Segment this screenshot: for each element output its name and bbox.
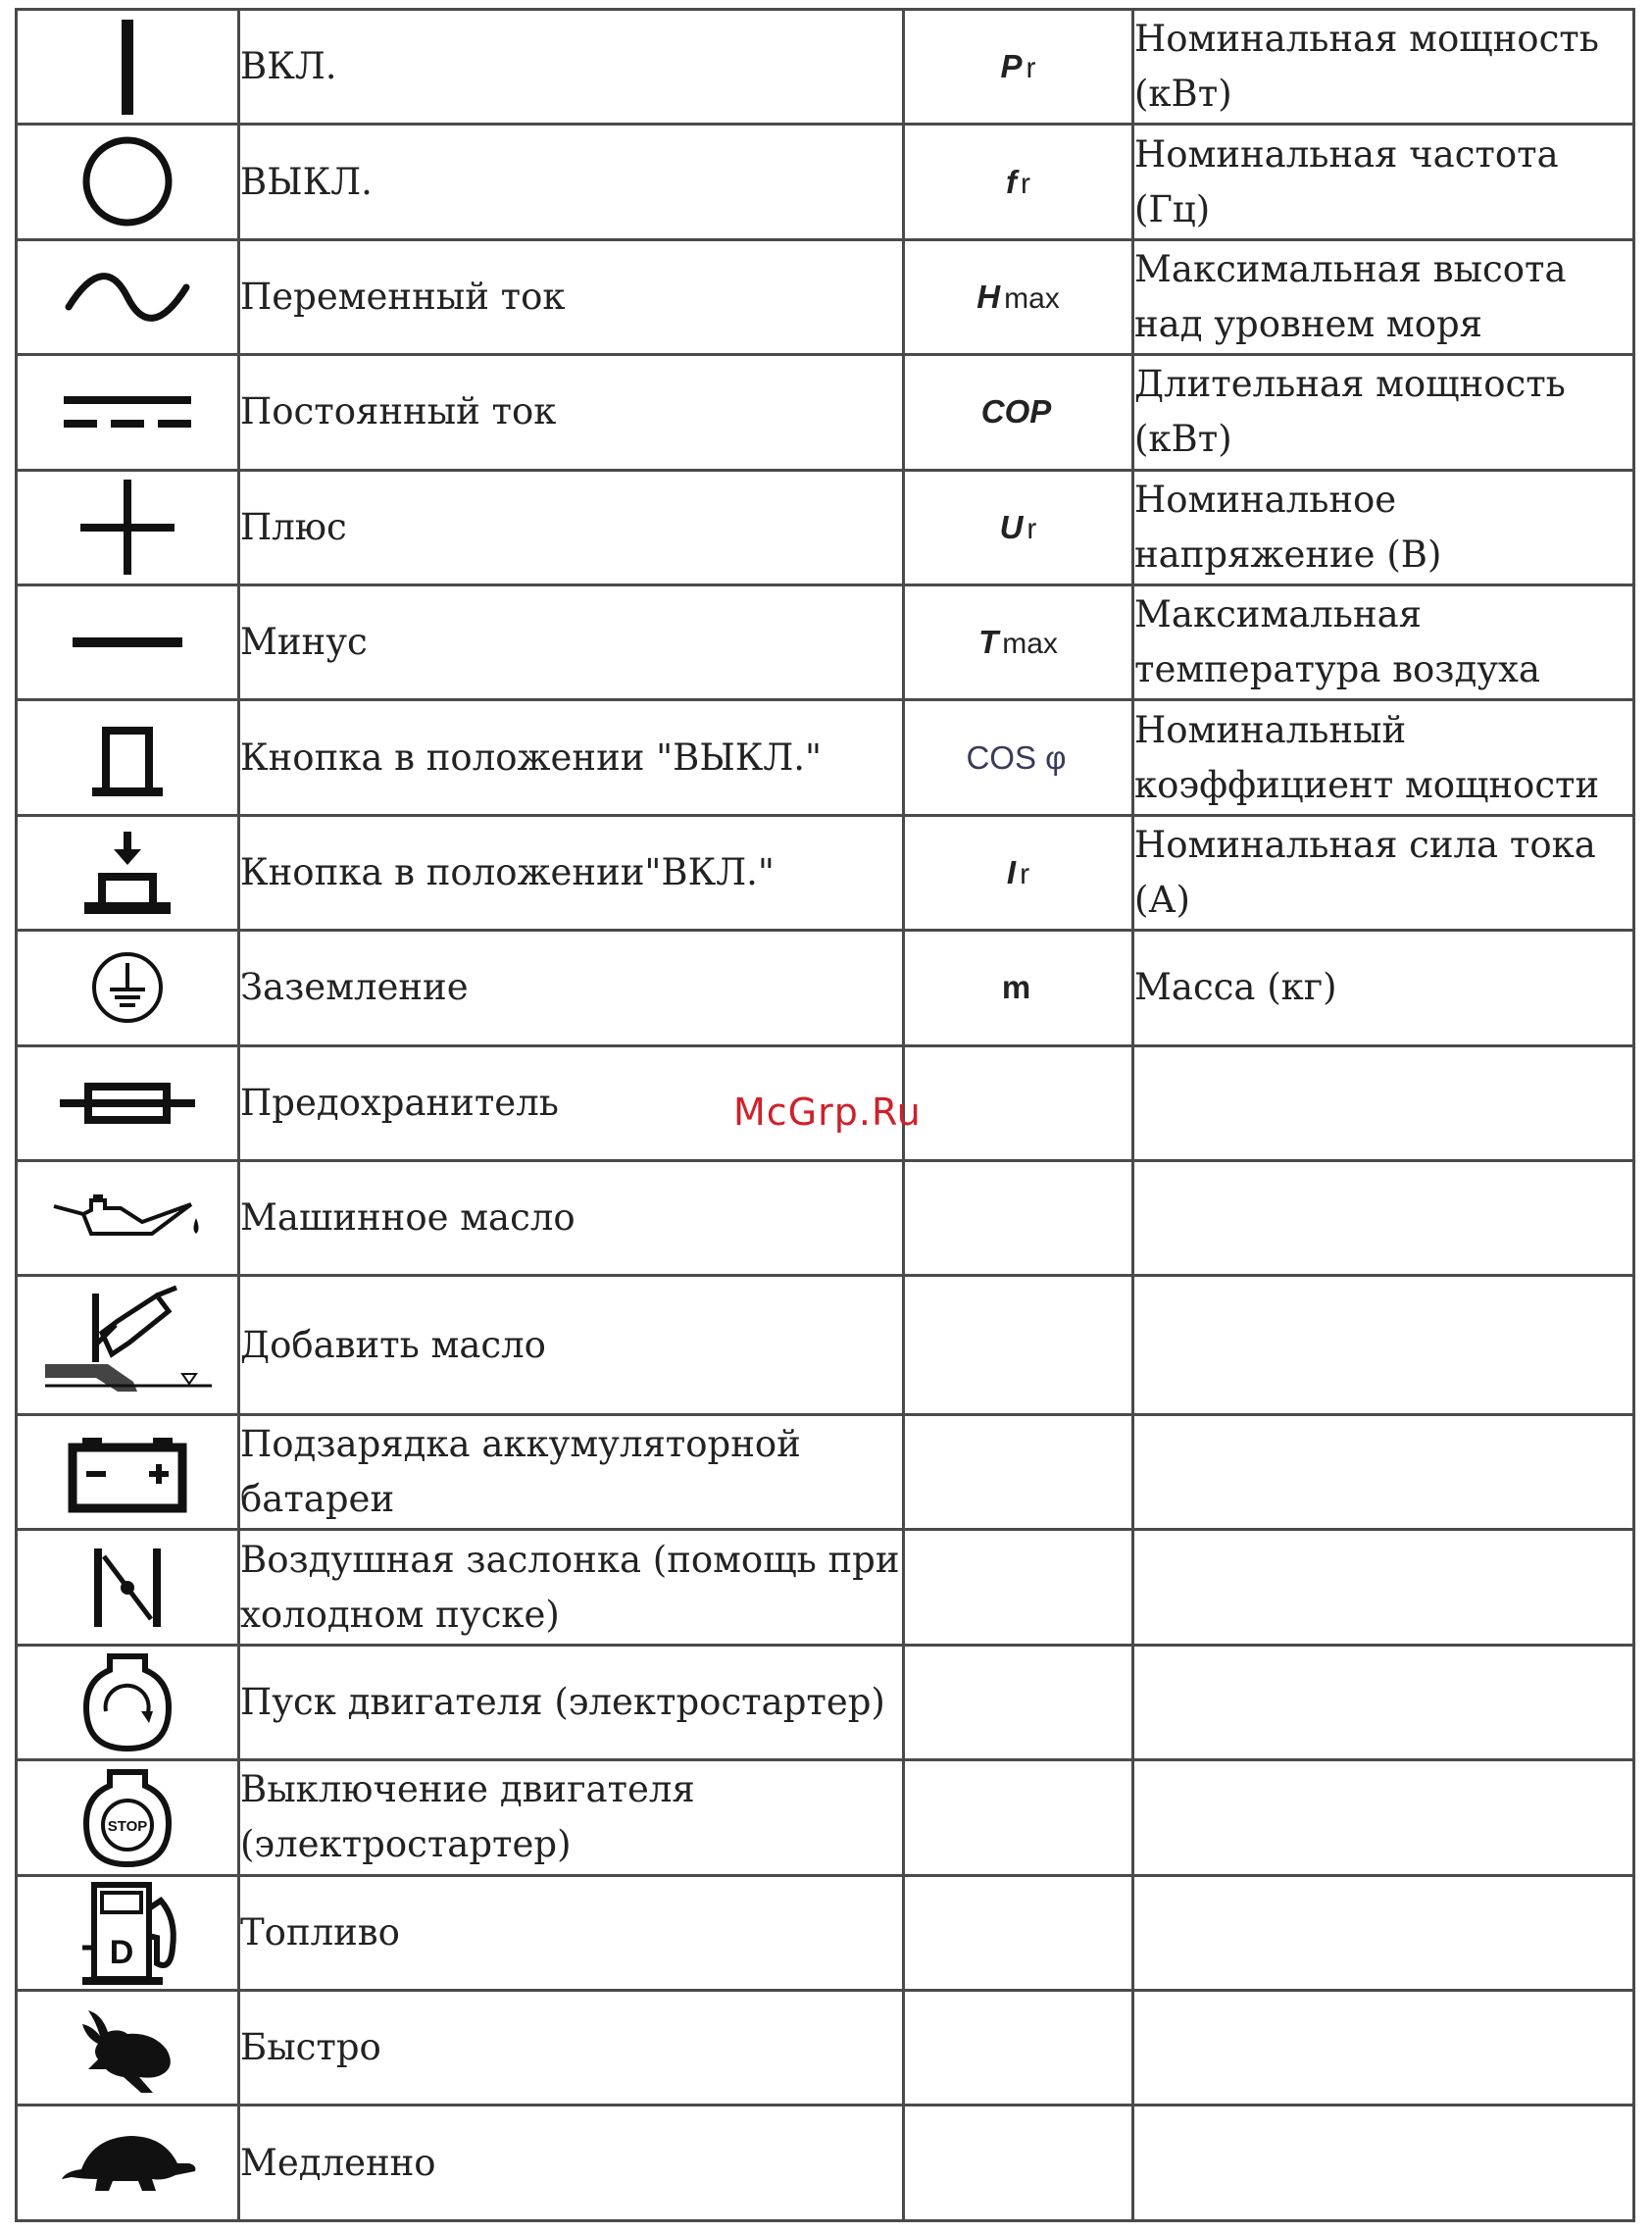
table-row: [17, 1875, 1634, 1990]
off-switch-icon: [59, 130, 196, 233]
table-row: [17, 585, 1634, 700]
table-row: [17, 1276, 1634, 1415]
param-description: Масса (кг): [1133, 931, 1634, 1045]
param-description: [1133, 1760, 1634, 1875]
symbol-label: Медленно: [239, 2106, 904, 2221]
symbol-label: ВЫКЛ.: [239, 125, 904, 239]
choke-icon: [59, 1541, 196, 1634]
symbol-label: Переменный ток: [239, 239, 904, 354]
symbol-label: Плюс: [239, 470, 904, 584]
icon-cell: [17, 1414, 239, 1529]
param-code: U r: [904, 470, 1133, 584]
table-row: [17, 1991, 1634, 2106]
param-description: Номинальная мощность (кВт): [1133, 10, 1634, 125]
param-description: [1133, 1530, 1634, 1645]
param-code: f r: [904, 125, 1133, 239]
icon-cell: [17, 355, 239, 470]
fuse-icon: [54, 1069, 201, 1138]
table-row: [17, 1161, 1634, 1276]
icon-cell: [17, 470, 239, 584]
symbol-label: ВКЛ.: [239, 10, 904, 125]
icon-cell: [17, 1045, 239, 1160]
table-row: [17, 239, 1634, 354]
engine-start-icon: [59, 1650, 196, 1753]
icon-cell: [17, 1875, 239, 1990]
table-row: [17, 1530, 1634, 1645]
param-code: [904, 1760, 1133, 1875]
param-description: Максимальная высота над уровнем моря: [1133, 239, 1634, 354]
watermark: McGrp.Ru: [733, 1091, 922, 1134]
param-description: Номинальная частота (Гц): [1133, 125, 1634, 239]
param-code: [904, 1991, 1133, 2106]
engine-stop-icon: [59, 1766, 196, 1869]
symbol-label: Кнопка в положении"ВКЛ.": [239, 815, 904, 930]
symbol-label: Пуск двигателя (электростартер): [239, 1645, 904, 1759]
param-code: [904, 1045, 1133, 1160]
icon-cell: [17, 1760, 239, 1875]
icon-cell: [17, 10, 239, 125]
param-code: [904, 1645, 1133, 1759]
fuel-d-text: D: [109, 1933, 134, 1971]
param-description: Номинальная сила тока (А): [1133, 815, 1634, 930]
param-code: P r: [904, 10, 1133, 125]
icon-cell: [17, 931, 239, 1045]
param-description: [1133, 1875, 1634, 1990]
icon-cell: [17, 815, 239, 930]
fuel-icon: [59, 1879, 196, 1987]
param-code: [904, 2106, 1133, 2221]
param-code: COS φ: [904, 700, 1133, 815]
param-code: H max: [904, 239, 1133, 354]
minus-icon: [59, 613, 196, 672]
param-code: [904, 1161, 1133, 1276]
icon-cell: [17, 2106, 239, 2221]
symbol-label: Топливо: [239, 1875, 904, 1990]
icon-cell: [17, 700, 239, 815]
param-code: COP: [904, 355, 1133, 470]
symbol-label: Добавить масло: [239, 1276, 904, 1415]
icon-cell: [17, 239, 239, 354]
param-description: [1133, 1276, 1634, 1415]
symbol-label: Подзарядка аккумуляторной батареи: [239, 1414, 904, 1529]
table-row: [17, 2106, 1634, 2221]
table-row: [17, 10, 1634, 125]
symbol-label: Воздушная заслонка (помощь при холодном пуске): [239, 1530, 904, 1645]
add-oil-icon: [39, 1284, 216, 1406]
param-code: T max: [904, 585, 1133, 700]
icon-cell: [17, 1991, 239, 2106]
ground-icon: [59, 943, 196, 1032]
table-row: [17, 470, 1634, 584]
param-description: Длительная мощность (кВт): [1133, 355, 1634, 470]
table-row: [17, 355, 1634, 470]
alternating-current-icon: [59, 258, 196, 336]
table-row: [17, 1645, 1634, 1759]
param-description: [1133, 1414, 1634, 1529]
button-on-icon: [59, 824, 196, 922]
symbol-label: Минус: [239, 585, 904, 700]
button-off-icon: [59, 709, 196, 807]
plus-icon: [59, 476, 196, 579]
symbol-label: Предохранитель: [239, 1045, 904, 1160]
turtle-icon: [54, 2124, 201, 2203]
direct-current-icon: [59, 382, 196, 441]
symbol-label: Кнопка в положении "ВЫКЛ.": [239, 700, 904, 815]
param-description: Номинальное напряжение (В): [1133, 470, 1634, 584]
table-row: [17, 1760, 1634, 1875]
battery-icon: [59, 1428, 196, 1516]
icon-cell: [17, 585, 239, 700]
icon-cell: [17, 1530, 239, 1645]
table-row: [17, 1414, 1634, 1529]
param-description: [1133, 1045, 1634, 1160]
table-row: [17, 125, 1634, 239]
icon-cell: [17, 1645, 239, 1759]
rabbit-icon: [59, 1999, 196, 2097]
param-code: m: [904, 931, 1133, 1045]
param-description: [1133, 1161, 1634, 1276]
icon-cell: [17, 125, 239, 239]
param-description: Максимальная температура воздуха: [1133, 585, 1634, 700]
param-code: [904, 1276, 1133, 1415]
table-row: [17, 700, 1634, 815]
symbol-label: Быстро: [239, 1991, 904, 2106]
symbol-label: Выключение двигателя (электростартер): [239, 1760, 904, 1875]
param-code: [904, 1875, 1133, 1990]
oil-can-icon: [44, 1179, 211, 1257]
stop-text: STOP: [107, 1817, 148, 1835]
table-row: [17, 815, 1634, 930]
symbol-label: Машинное масло: [239, 1161, 904, 1276]
param-description: [1133, 1991, 1634, 2106]
param-code: [904, 1530, 1133, 1645]
on-switch-icon: [59, 16, 196, 119]
symbol-label: Постоянный ток: [239, 355, 904, 470]
param-description: [1133, 2106, 1634, 2221]
icon-cell: [17, 1161, 239, 1276]
table-row: [17, 931, 1634, 1045]
param-description: [1133, 1645, 1634, 1759]
param-code: [904, 1414, 1133, 1529]
icon-cell: [17, 1276, 239, 1415]
param-code: I r: [904, 815, 1133, 930]
param-description: Номинальный коэффициент мощности: [1133, 700, 1634, 815]
symbol-label: Заземление: [239, 931, 904, 1045]
